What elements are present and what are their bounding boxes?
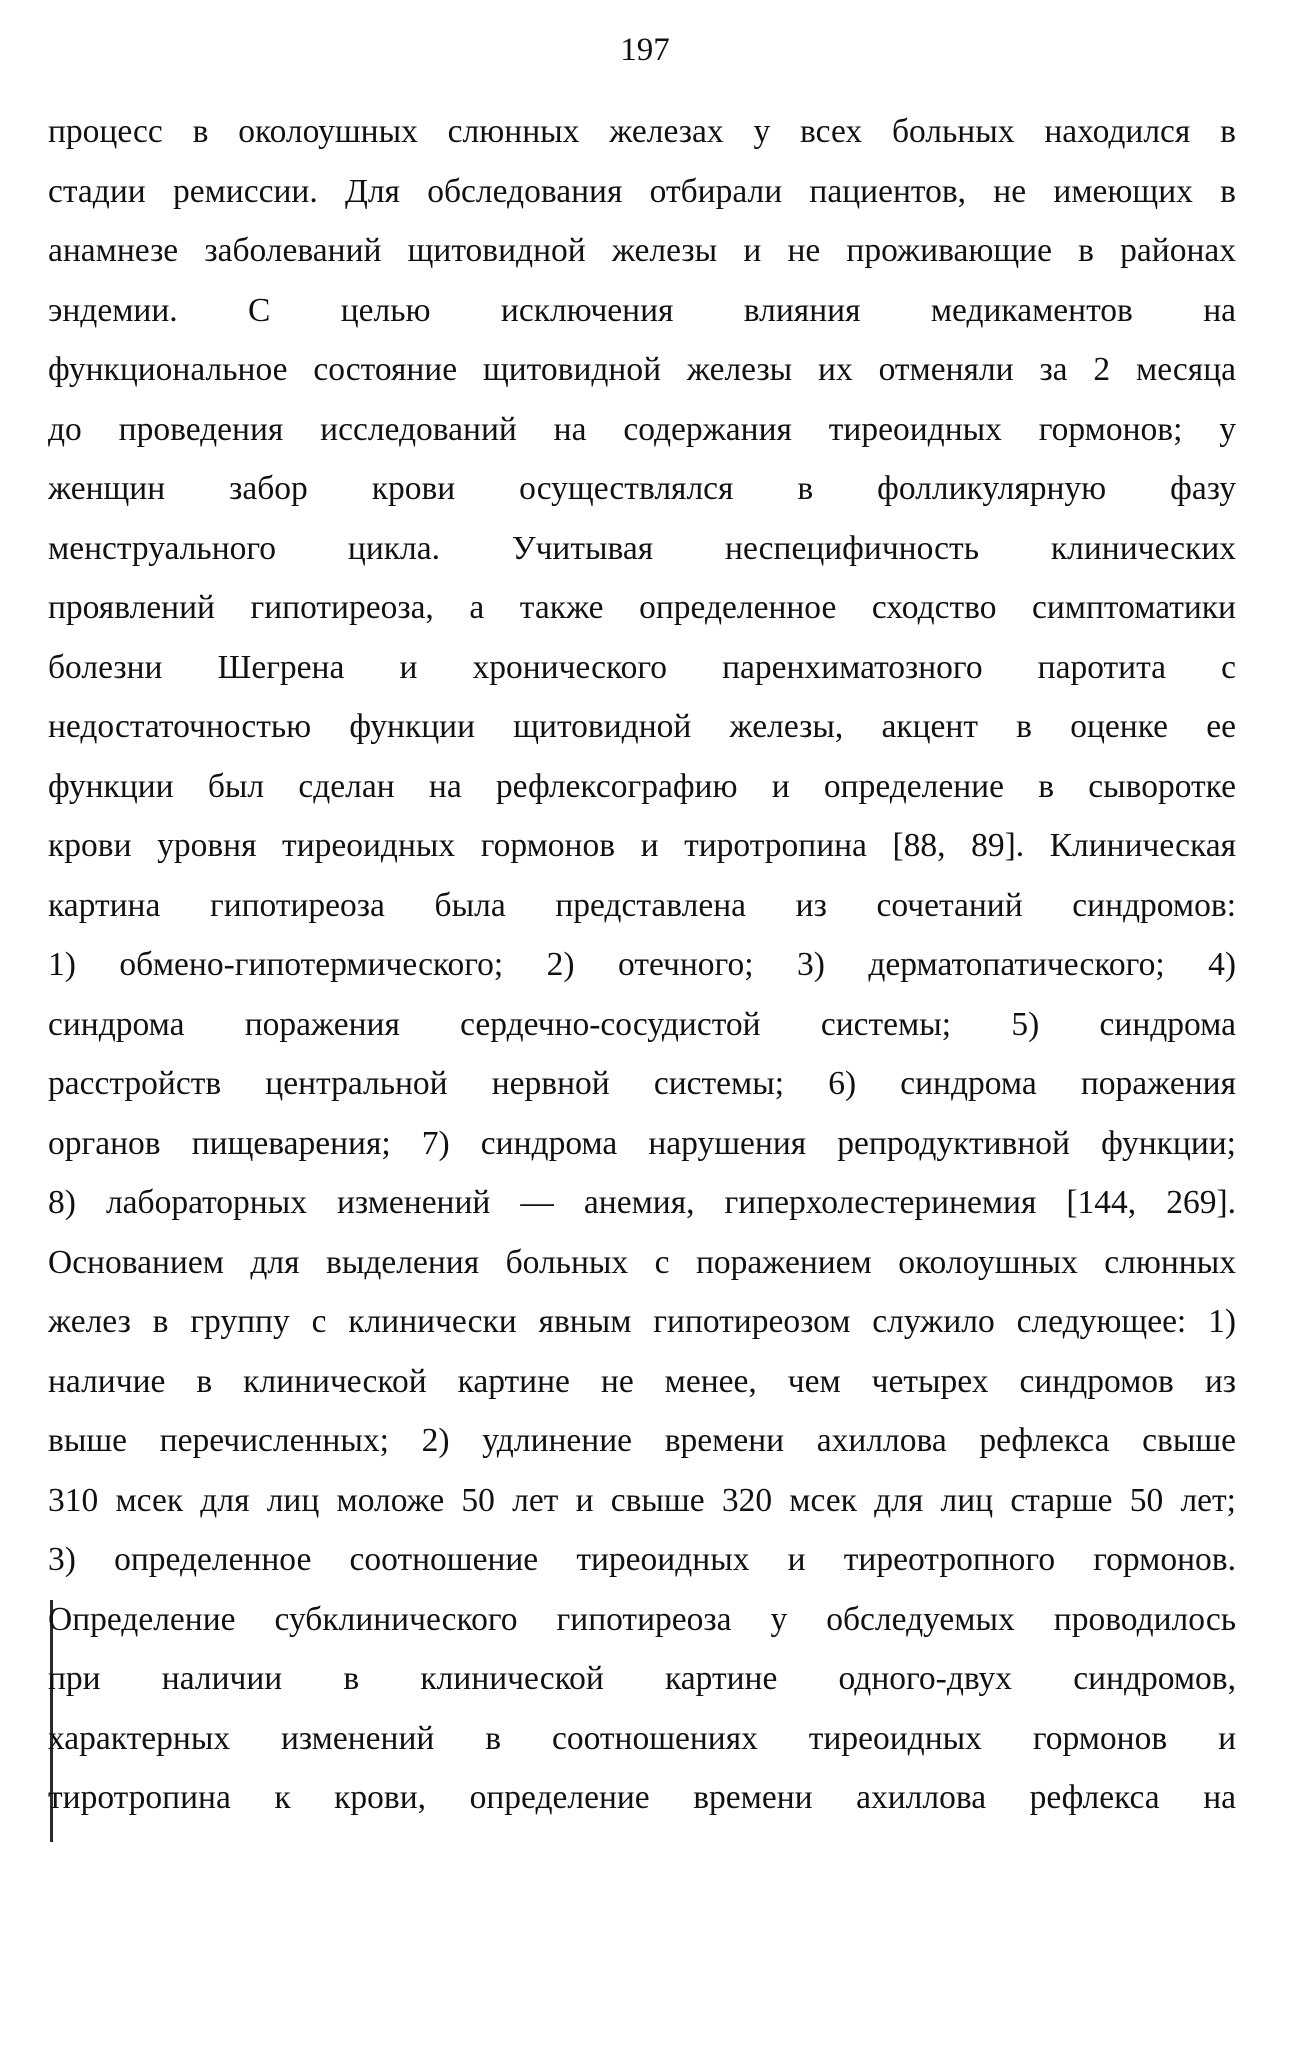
text-line-29: тиротропина к крови, определение времени ахиллова рефлекса на	[48, 1779, 1236, 1816]
text-line-26: Определение субклинического гипотиреоза у обследуемых проводилось	[48, 1600, 1236, 1638]
text-line-11: недостаточностью функции щитовидной железы, акцент в оценке ее	[48, 708, 1236, 745]
text-line-9: проявлений гипотиреоза, а также определенное сходство симптоматики	[48, 589, 1236, 626]
text-line-16: синдрома поражения сердечно-сосудистой системы; 5) синдрома	[48, 1005, 1236, 1043]
text-line-2: стадии ремиссии. Для обследования отбирали пациентов, не имеющих в	[48, 172, 1236, 210]
text-line-15: 1) обмено-гипотермического; 2) отечного; 3) дерматопатического; 4)	[48, 946, 1236, 983]
text-line-19: 8) лабораторных изменений — анемия, гиперхолестеринемия [144, 269].	[48, 1184, 1236, 1221]
text-line-24: 310 мсек для лиц моложе 50 лет и свыше 320 мсек для лиц старше 50 лет;	[48, 1481, 1236, 1519]
text-line-22: наличие в клинической картине не менее, чем четырех синдромов из	[48, 1362, 1236, 1400]
text-line-13: крови уровня тиреоидных гормонов и тиротропина [88, 89]. Клиническая	[48, 827, 1236, 864]
text-line-17: расстройств центральной нервной системы; 6) синдрома поражения	[48, 1065, 1236, 1102]
text-line-27: при наличии в клинической картине одного-двух синдромов,	[48, 1660, 1236, 1697]
text-line-4: эндемии. С целью исключения влияния медикаментов на	[48, 291, 1236, 329]
page-number: 197	[620, 32, 670, 68]
text-line-6: до проведения исследований на содержания тиреоидных гормонов; у	[48, 410, 1236, 448]
text-line-7: женщин забор крови осуществлялся в фолликулярную фазу	[48, 470, 1236, 507]
text-line-5: функциональное состояние щитовидной железы их отменяли за 2 месяца	[48, 351, 1236, 388]
text-line-23: выше перечисленных; 2) удлинение времени ахиллова рефлекса свыше	[48, 1422, 1236, 1459]
body-text	[48, 102, 1236, 1828]
text-line-8: менструального цикла. Учитывая неспецифичность клинических	[48, 529, 1236, 567]
text-line-28: характерных изменений в соотношениях тиреоидных гормонов и	[48, 1719, 1236, 1757]
text-line-12: функции был сделан на рефлексографию и определение в сыворотке	[48, 767, 1236, 805]
text-line-20: Основанием для выделения больных с поражением околоушных слюнных	[48, 1243, 1236, 1281]
text-line-18: органов пищеварения; 7) синдрома нарушения репродуктивной функции;	[48, 1124, 1236, 1162]
text-line-3: анамнезе заболеваний щитовидной железы и не проживающие в районах	[48, 232, 1236, 269]
text-line-21: желез в группу с клинически явным гипотиреозом служило следующее: 1)	[48, 1303, 1236, 1340]
text-line-25: 3) определенное соотношение тиреоидных и тиреотропного гормонов.	[48, 1541, 1236, 1578]
text-line-1: процесс в околоушных слюнных железах у всех больных находился в	[48, 113, 1236, 150]
text-line-10: болезни Шегрена и хронического паренхиматозного паротита с	[48, 648, 1236, 686]
text-line-14: картина гипотиреоза была представлена из сочетаний синдромов:	[48, 886, 1236, 924]
